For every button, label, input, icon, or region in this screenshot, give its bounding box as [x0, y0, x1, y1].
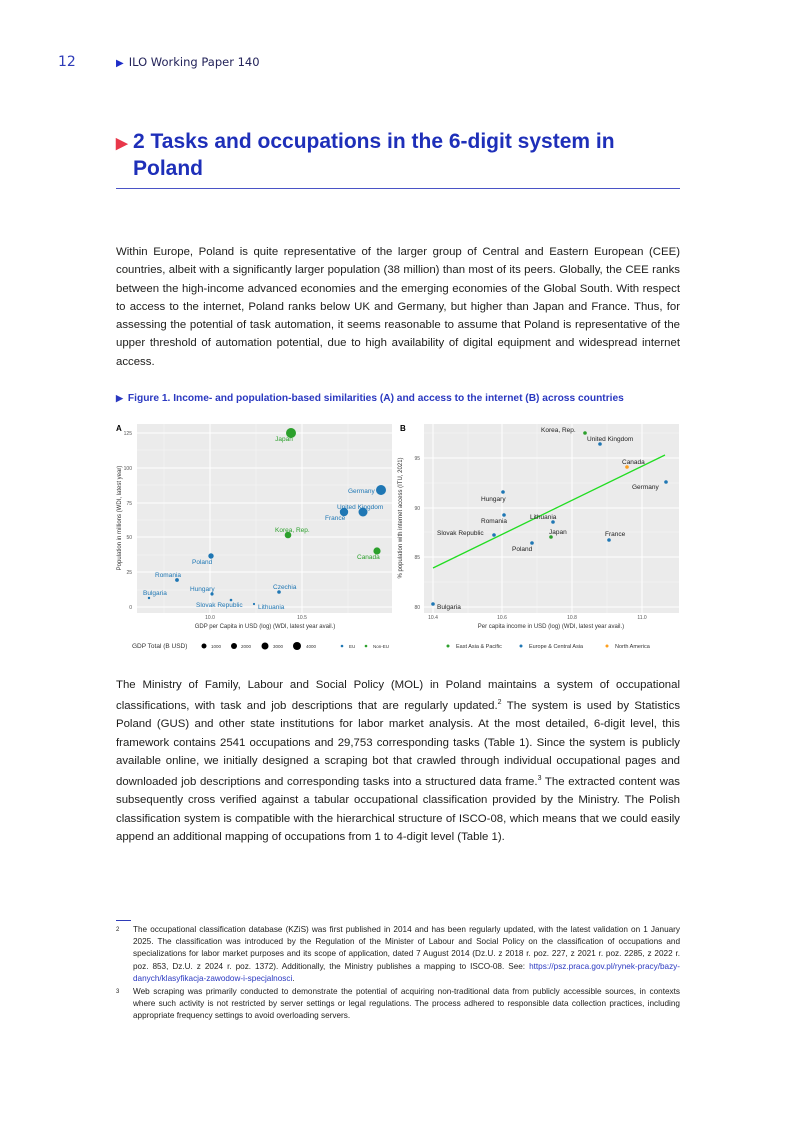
- svg-text:A: A: [116, 424, 122, 433]
- svg-text:EU: EU: [349, 644, 356, 649]
- footnote-ref-2[interactable]: 2: [497, 699, 502, 707]
- svg-text:10.0: 10.0: [205, 615, 215, 621]
- svg-text:90: 90: [414, 506, 420, 512]
- svg-text:Hungary: Hungary: [481, 496, 506, 503]
- svg-text:United Kingdom: United Kingdom: [337, 504, 384, 511]
- svg-text:Japan: Japan: [549, 529, 567, 536]
- svg-text:50: 50: [126, 535, 132, 541]
- svg-text:125: 125: [123, 431, 132, 437]
- chart-b-xlabel: Per capita income in USD (log) (WDI, latest year avail.): [477, 624, 625, 630]
- svg-text:Canada: Canada: [357, 554, 380, 561]
- svg-text:Slovak Republic: Slovak Republic: [196, 602, 243, 609]
- svg-text:10.5: 10.5: [297, 615, 307, 621]
- footnote-3: [116, 986, 680, 1023]
- svg-text:Lithuania: Lithuania: [258, 604, 285, 611]
- svg-text:Non-EU: Non-EU: [373, 644, 390, 649]
- svg-text:10.4: 10.4: [428, 615, 438, 621]
- footnote-number: 2: [116, 927, 120, 933]
- triangle-right-icon: ▶: [116, 58, 124, 69]
- footnote-number: 3: [116, 989, 120, 995]
- svg-text:Lithuania: Lithuania: [530, 514, 557, 521]
- svg-text:Poland: Poland: [512, 546, 533, 553]
- footnote-text-end: .: [292, 973, 295, 983]
- svg-text:25: 25: [126, 570, 132, 576]
- svg-text:Korea, Rep.: Korea, Rep.: [541, 427, 576, 434]
- chart-b-ylabel: % population with internet access (ITU, 2021): [398, 457, 404, 579]
- svg-text:United Kingdom: United Kingdom: [587, 436, 634, 443]
- chart-b: [398, 424, 679, 630]
- footnote-text: Web scraping was primarily conducted to demonstrate the potential of acquiring non-traditional data from publicly accessible sources, in contexts where such activity is not restricted by server settings or legal regulations. The process adhered to responsible data collection practices, including appropriate frequency settings to avoid overloading servers.: [133, 987, 680, 1021]
- svg-text:4000: 4000: [306, 644, 317, 649]
- figure-caption-text: Figure 1. Income- and population-based similarities (A) and access to the internet (B) across countries: [127, 393, 624, 404]
- svg-text:80: 80: [414, 605, 420, 611]
- svg-text:France: France: [605, 531, 626, 538]
- triangle-right-icon: ▶: [116, 135, 128, 152]
- svg-text:Europe & Central Asia: Europe & Central Asia: [529, 644, 584, 650]
- svg-text:Hungary: Hungary: [190, 586, 215, 593]
- section-title-text: 2 Tasks and occupations in the 6-digit system in Poland: [133, 130, 615, 180]
- chart-a-ylabel: Population in millions (WDI, latest year): [117, 465, 123, 571]
- svg-text:10.8: 10.8: [567, 615, 577, 621]
- chart-a-xlabel: GDP per Capita in USD (log) (WDI, latest year avail.): [194, 624, 336, 630]
- svg-text:75: 75: [126, 501, 132, 507]
- svg-text:Korea, Rep.: Korea, Rep.: [275, 527, 310, 534]
- paragraph-text: The system is used by Statistics Poland (GUS) and other state institutions for labor market analysis. At the most detailed, 6-digit level, this framework contains 2541 occupations and 29,753 corresponding tasks (Table 1). Since the system is publicly available online, we initially designed a scraping bot that crawled through individual occupational pages and downloaded job descriptions and corresponding tasks into a structured data frame.: [116, 700, 681, 789]
- svg-text:East Asia & Pacific: East Asia & Pacific: [456, 644, 502, 650]
- svg-text:Poland: Poland: [192, 559, 213, 566]
- svg-text:Canada: Canada: [622, 459, 645, 466]
- svg-text:North America: North America: [615, 644, 650, 650]
- chart-legends: [132, 642, 651, 650]
- footnote-text: The occupational classification database (KZiS) was first published in 2014 and has been regularly updated, with the latest validation on 1 January 2025. The classification was introduced by the Regulation of the Minister of Labour and Social Policy on the classification of occupations and specializations for labor market purposes and its scope of application, dated 7 August 2014 (Dz.U. z 2018 r. poz. 227, z 2021 r. poz. 2285, z 2022 r. poz. 853, Dz.U. z 2024 r. poz. 1372). Additionally, the Ministry publishes a mapping to ISCO-08. See:: [133, 925, 680, 971]
- footnote-link[interactable]: https://psz.praca.gov.pl/rynek-pracy/bazy-danych/klasyfikacja-zawodow-i-specjalnosci: [133, 961, 680, 983]
- triangle-right-icon: ▶: [116, 393, 123, 403]
- svg-text:Slovak Republic: Slovak Republic: [437, 530, 484, 537]
- svg-text:Romania: Romania: [481, 518, 508, 525]
- svg-text:95: 95: [414, 456, 420, 462]
- page-number: 12: [58, 54, 76, 70]
- svg-text:GDP Total (B USD): GDP Total (B USD): [132, 643, 188, 650]
- svg-text:10.6: 10.6: [497, 615, 507, 621]
- svg-text:B: B: [400, 424, 406, 433]
- paragraph-text: The Ministry of Family, Labour and Social Policy (MOL) in Poland maintains a system of occupational classifications, with task and job descriptions that are regularly updated.: [116, 679, 680, 713]
- footnote-ref-3[interactable]: 3: [537, 775, 542, 783]
- running-title-text: ILO Working Paper 140: [128, 55, 260, 69]
- chart-a: [116, 424, 392, 630]
- footnote-divider: [116, 920, 131, 921]
- figure-1-charts: [113, 418, 683, 658]
- svg-text:Bulgaria: Bulgaria: [437, 604, 461, 611]
- footnote-2: [116, 924, 680, 985]
- section-title: [116, 128, 681, 182]
- paragraph-intro: Within Europe, Poland is quite representative of the larger group of Central and Eastern European (CEE) countries, albeit with a significantly larger population (38 million) than most of its peers. Globally, the CEE ranks between the high-income advanced economies and the emerging economies of the Global South. With respect to access to the internet, Poland ranks below UK and Germany, but higher than Japan and France. Thus, for assessing the potential of task automation, it seems reasonable to assume that Poland is representative of the upper threshold of automation potential, due to high availability of digital equipment and widespread internet access.: [116, 246, 680, 368]
- figure-caption: [116, 393, 624, 404]
- svg-text:Japan: Japan: [275, 436, 293, 443]
- svg-text:2000: 2000: [241, 644, 252, 649]
- svg-text:Germany: Germany: [348, 488, 375, 495]
- svg-text:Germany: Germany: [632, 484, 659, 491]
- paragraph-ministry: [116, 676, 680, 846]
- svg-text:Romania: Romania: [155, 572, 182, 579]
- svg-text:11.0: 11.0: [637, 615, 647, 621]
- svg-text:Bulgaria: Bulgaria: [143, 590, 167, 597]
- svg-text:100: 100: [123, 466, 132, 472]
- svg-text:Czechia: Czechia: [273, 584, 297, 591]
- svg-text:1000: 1000: [211, 644, 222, 649]
- svg-text:0: 0: [129, 605, 132, 611]
- svg-text:France: France: [325, 515, 346, 522]
- svg-text:3000: 3000: [273, 644, 284, 649]
- running-title: [116, 55, 260, 69]
- paragraph-text: The extracted content was subsequently cross verified against a tabular occupational classification provided by the Ministry. The Polish classification system is compatible with the hierarchical structure of ISCO-08, which means that we could easily append an additional mapping of occupations from 1 to 4-digit level (Table 1).: [116, 776, 680, 843]
- title-divider: [116, 188, 680, 189]
- svg-text:85: 85: [414, 555, 420, 561]
